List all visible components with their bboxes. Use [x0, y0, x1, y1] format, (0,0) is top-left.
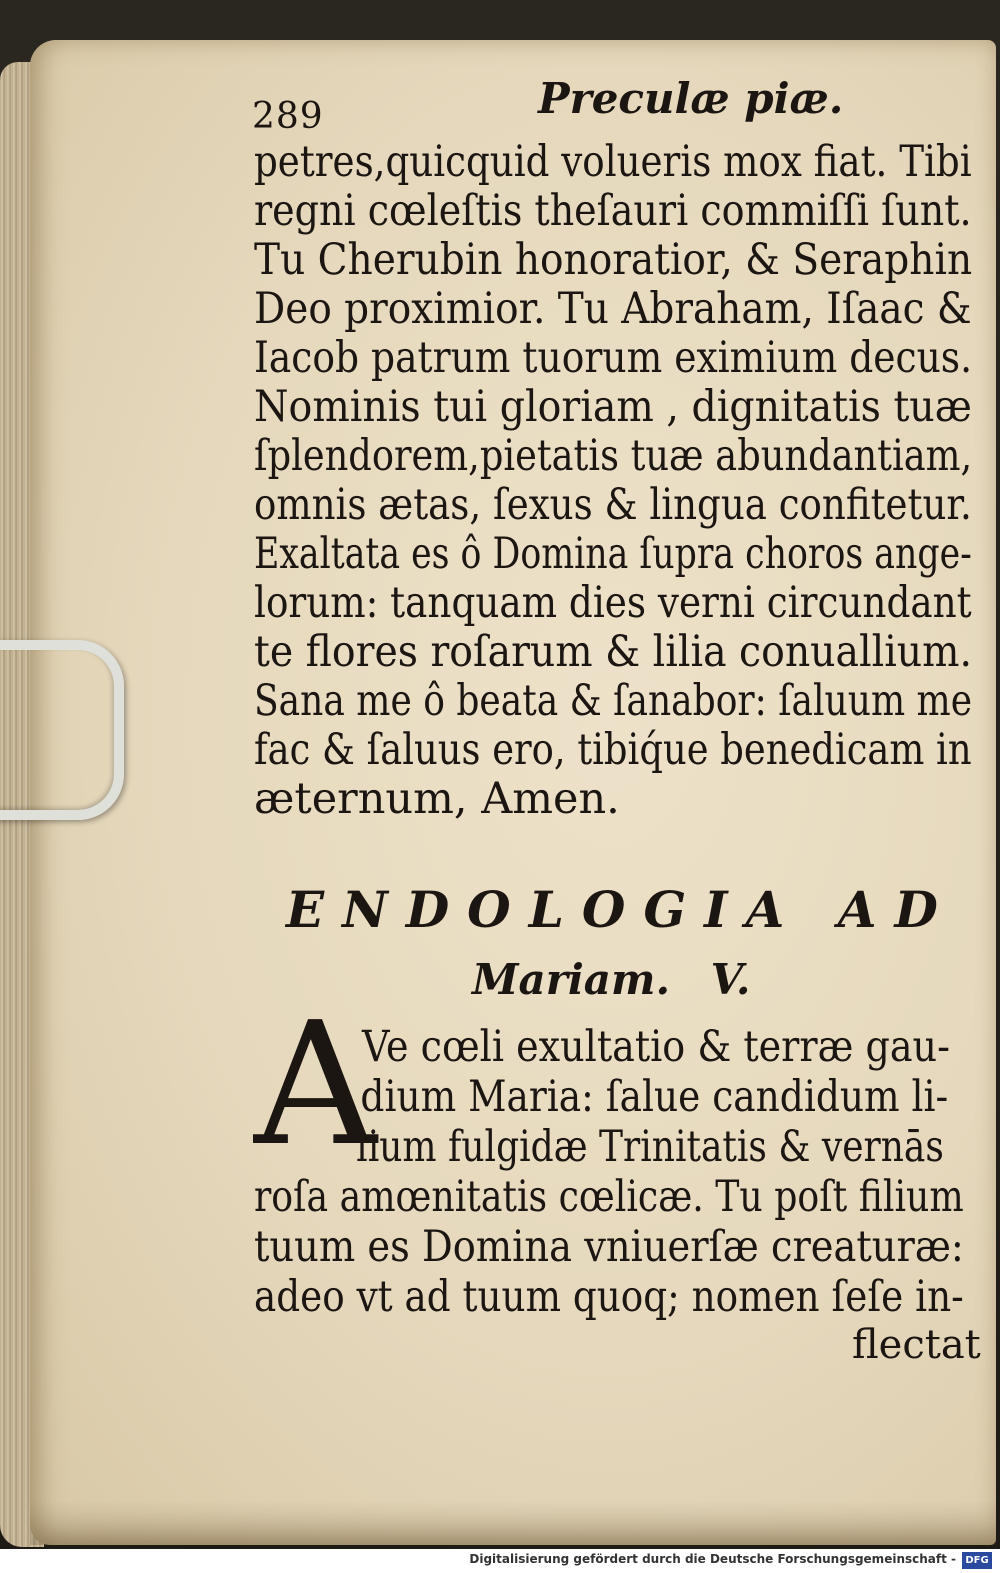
- dfg-logo: DFG: [962, 1552, 992, 1569]
- text-line: petres,quicquid volueris mox fiat. Tibi: [254, 137, 972, 187]
- section-heading-line-1: ENDOLOGIA AD: [286, 880, 956, 939]
- running-title: Preculæ piæ.: [538, 74, 844, 123]
- text-line: roſa amœnitatis cœlicæ. Tu poſt filium: [254, 1172, 964, 1222]
- text-line: omnis ætas, ſexus & lingua confitetur.: [254, 480, 972, 530]
- metal-clasp: [0, 640, 124, 820]
- text-line: regni cœleſtis theſauri commiſſi ſunt.: [254, 186, 972, 236]
- text-line: Sana me ô beata & ſanabor: ſaluum me: [254, 676, 973, 726]
- text-line: Deo proximior. Tu Abraham, Iſaac &: [254, 284, 972, 334]
- text-line: Iacob patrum tuorum eximium decus.: [254, 333, 973, 383]
- page-shadow: [30, 1500, 996, 1545]
- text-line: lorum: tanquam dies verni circundant: [254, 578, 972, 628]
- drop-capital: A: [254, 986, 377, 1184]
- section-heading-line-2: Mariam. V.: [472, 955, 751, 1004]
- catchword: flectat: [852, 1322, 981, 1368]
- text-line: Tu Cherubin honoratior, & Seraphin: [254, 235, 973, 285]
- prayer-five-text: [254, 1022, 974, 1322]
- prayer-continuation-text: [254, 138, 974, 824]
- section-heading: [286, 880, 966, 1004]
- digitization-footer: [0, 1549, 1000, 1573]
- text-line: Exaltata es ô Domina ſupra choros ange-: [254, 529, 972, 579]
- text-line: fac & ſaluus ero, tibiq́ue benedicam in: [254, 725, 972, 775]
- text-line: tuum es Domina vniuerſæ creaturæ:: [254, 1222, 964, 1272]
- text-line: lium fulgidæ Trinitatis & vernās: [356, 1122, 944, 1172]
- text-line: ſplendorem,pietatis tuæ abundantiam,: [254, 431, 973, 481]
- text-line: æternum, Amen.: [254, 774, 620, 824]
- text-line: dium Maria: ſalue candidum li-: [360, 1072, 949, 1122]
- text-line: Nominis tui gloriam , dignitatis tuæ: [254, 382, 972, 432]
- page-number: 289: [252, 96, 324, 137]
- text-line: te flores roſarum & lilia conuallium.: [254, 627, 973, 677]
- text-line: adeo vt ad tuum quoq; nomen ſeſe in-: [254, 1272, 964, 1322]
- dfg-credit: Digitalisierung gefördert durch die Deutsche Forschungsgemeinschaft -: [469, 1552, 956, 1566]
- running-head: [252, 74, 952, 137]
- text-line: Ve cœli exultatio & terræ gau-: [362, 1022, 950, 1072]
